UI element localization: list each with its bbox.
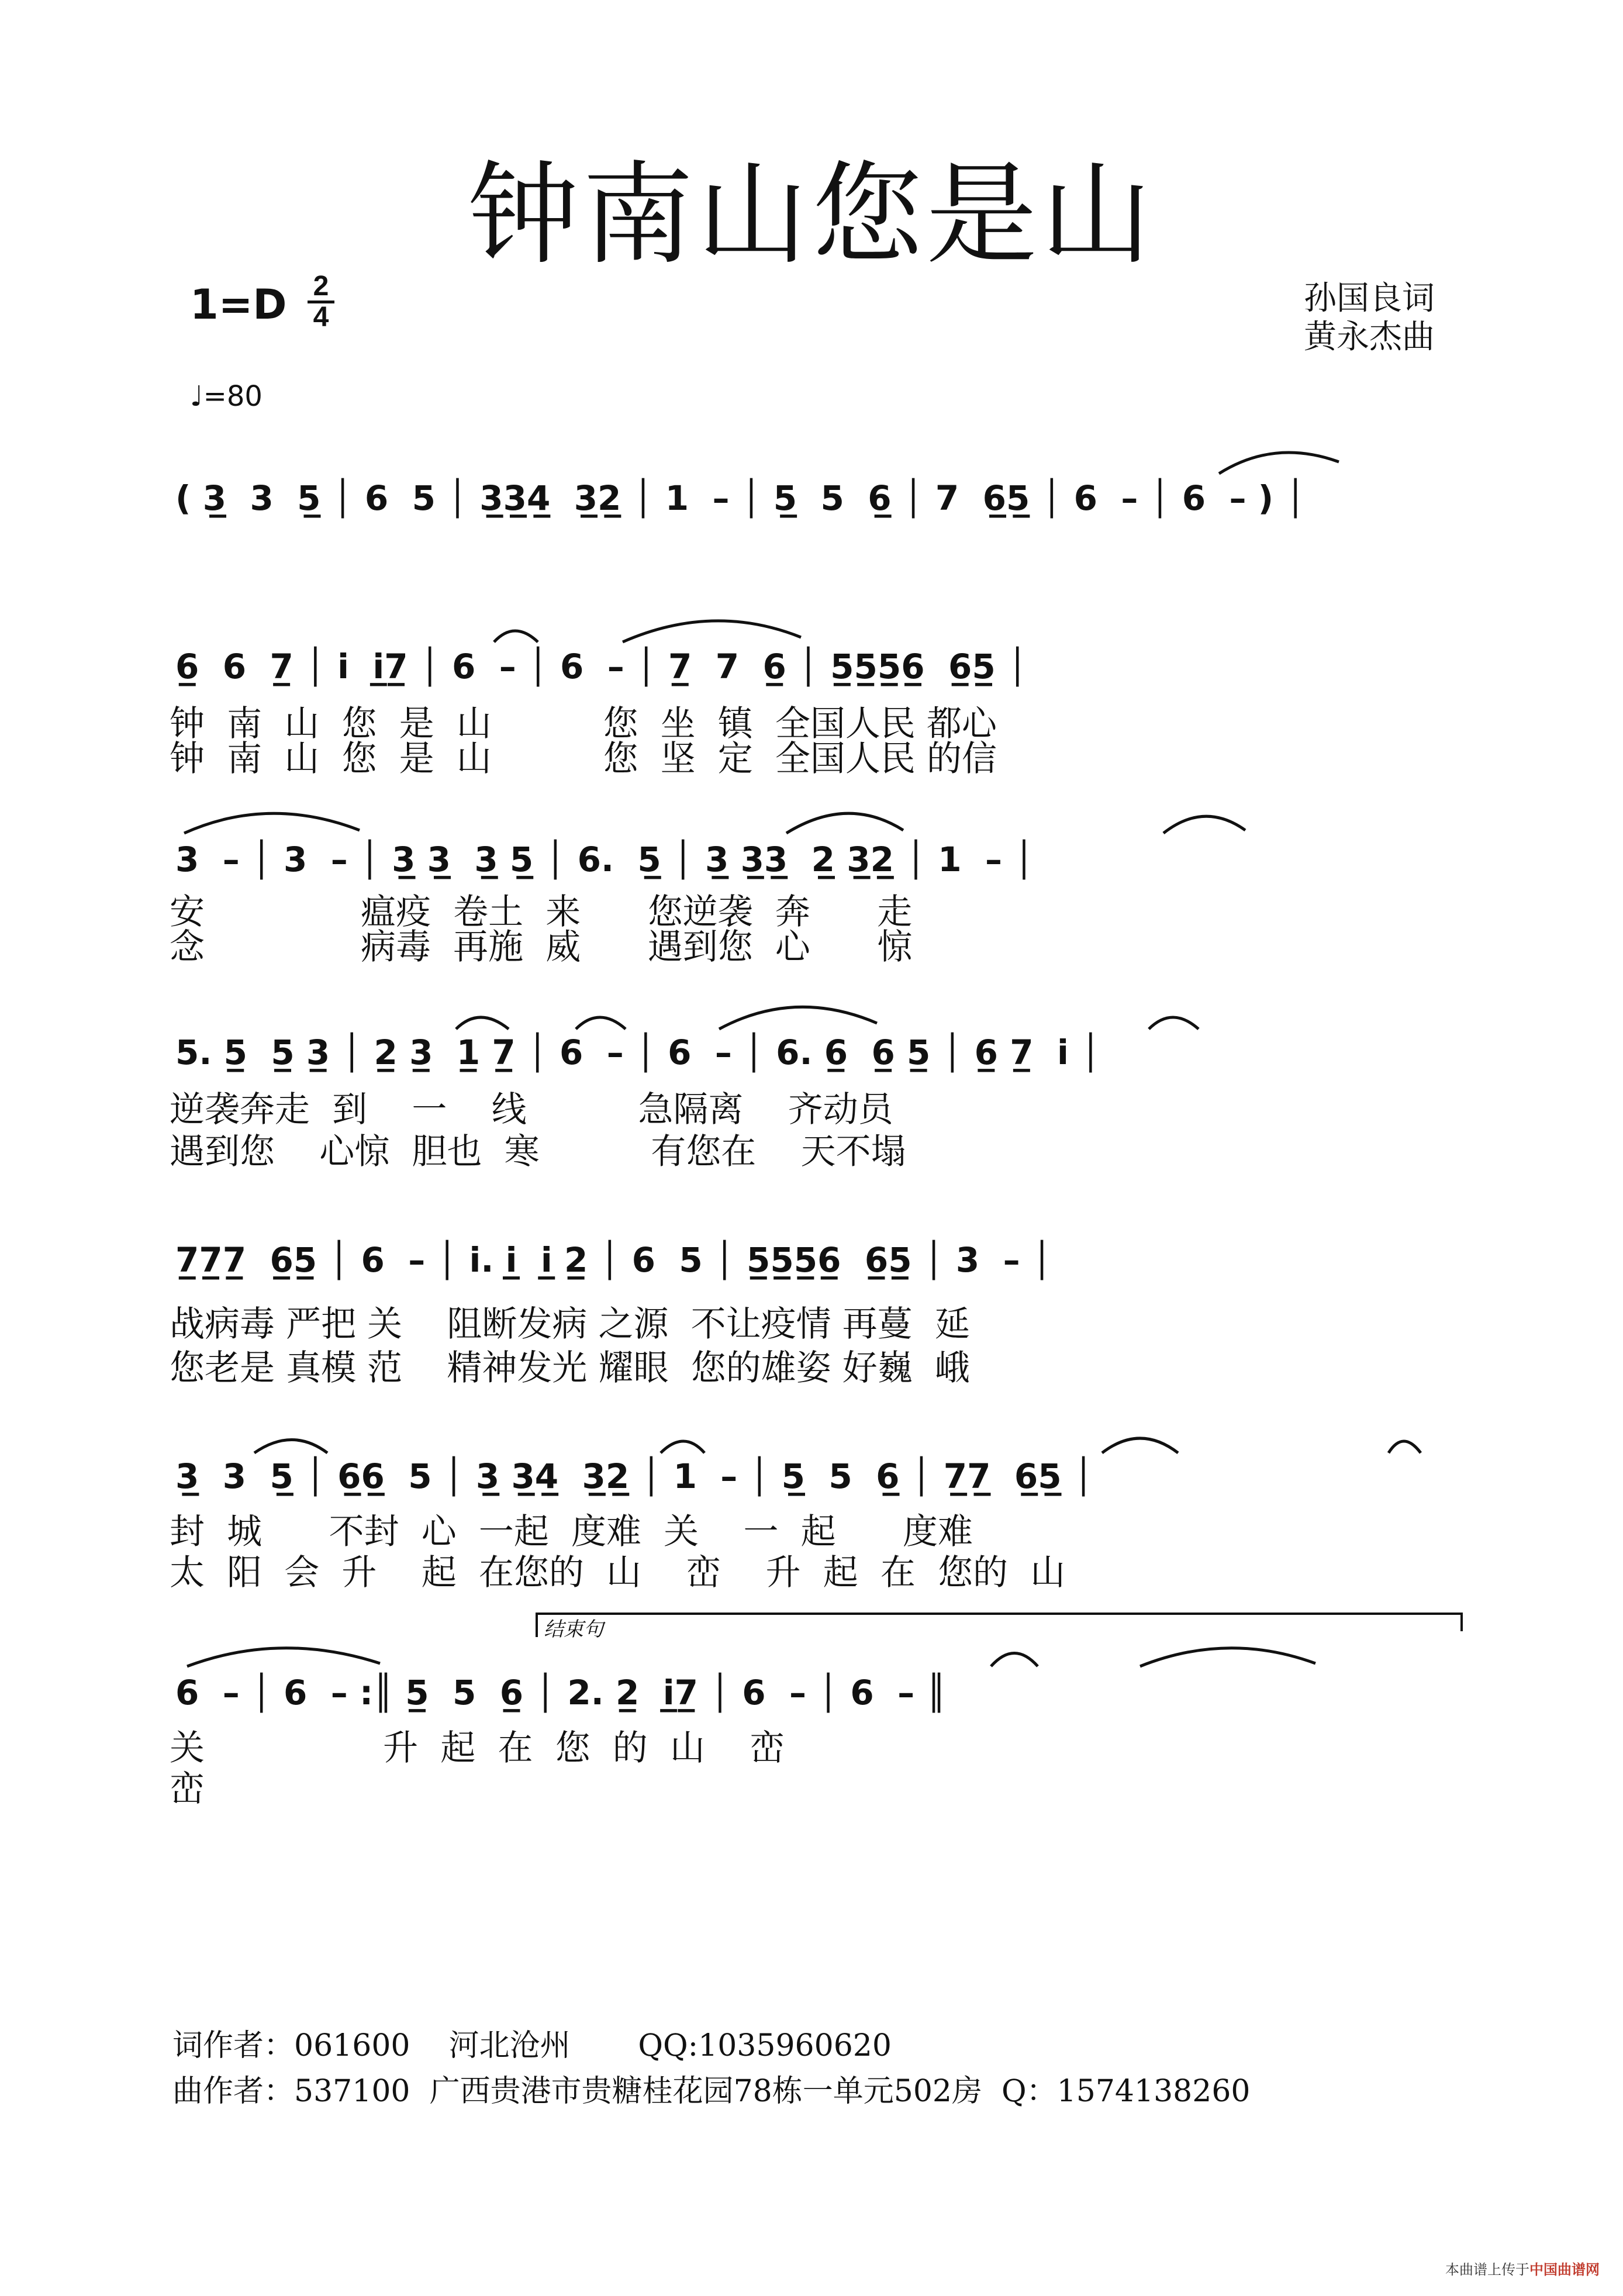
lyrics-row-4-verse-2: 您老是 真模 范 精神发光 耀眼 您的雄姿 好巍 峨 [170,1348,970,1389]
slur [1163,816,1245,833]
ending-label: 结束句 [544,1618,603,1641]
slur [719,1007,877,1029]
lyrics-row-1-verse-1: 钟 南 山 您 是 山 您 坐 镇 全国人民 都心 [170,703,997,744]
slur [1219,453,1339,474]
watermark-brand: 中国曲谱网 [1529,2262,1600,2278]
lyrics-row-6-verse-2: 峦 [170,1769,205,1810]
notation-row-4: 7̲7̲7̲ 6̲5̲ │ 6 – │ i. i̲ i̲ 2̲ │ 6 5 │ 5̲5̲5̲6̲ 6̲5̲ │ 3 – │ [175,1240,1052,1280]
notation-row-3: 5. 5̲ 5̲ 3̲ │ 2̲ 3̲ 1̲ 7̲ │ 6 – │ 6 – │ 6. 6̲ 6̲ 5̲ │ 6̲ 7̲ i │ [175,1033,1101,1072]
composer-credit: 黄永杰曲 [1304,318,1435,356]
lyrics-row-5-verse-1: 封 城 不封 心 一起 度难 关 一 起 度难 [170,1511,973,1552]
lyrics-row-6-verse-1: 关 升 起 在 您 的 山 峦 [170,1728,785,1769]
page-title: 钟南山您是山 [467,150,1155,279]
slur [1149,1017,1199,1029]
time-signature-top: 2 [313,271,329,302]
notation-row-0: ( 3̲ 3 5̲ │ 6 5 │ 3̲3̲4̲ 3̲2̲ │ 1 – │ 5̲ 5 6̲ │ 7 6̲5̲ │ 6 – │ 6 – ) │ [175,478,1306,518]
slur [786,813,903,833]
watermark-text: 本曲谱上传于 [1445,2262,1529,2278]
slur [623,621,801,642]
lyrics-row-3-verse-2: 遇到您 心惊 胆也 寒 有您在 天不塌 [170,1131,906,1172]
watermark [1445,2258,1600,2278]
key-signature: 1=D [190,281,287,329]
slur [661,1441,705,1453]
slur [991,1653,1038,1667]
ending-bracket [537,1614,1462,1637]
lyrics-row-5-verse-2: 太 阳 会 升 起 在您的 山 峦 升 起 在 您的 山 [170,1552,1066,1593]
lyrics-row-4-verse-1: 战病毒 严把 关 阻断发病 之源 不让疫情 再蔓 延 [170,1304,970,1345]
slur [187,1648,380,1666]
lyricist-credit: 孙国良词 [1304,279,1435,317]
notation-row-1: 6̲ 6 7̲ │ i i̲7̲ │ 6 – │ 6 – │ 7̲ 7 6̲ │ 5̲5̲5̲6̲ 6̲5̲ │ [175,647,1028,686]
notation-row-2: 3 – │ 3 – │ 3̲ 3̲ 3̲ 5̲ │ 6. 5̲ │ 3̲ 3̲3̲ 2̲ 3̲2̲ │ 1 – │ [175,840,1035,879]
footer-line-1: 词作者：061600 河北沧州 QQ:1035960620 [172,2028,892,2063]
slur [494,631,538,642]
slur [1140,1648,1315,1666]
lyrics-row-2-verse-1: 安 瘟疫 卷土 来 您逆袭 奔 走 [170,892,913,933]
slur [184,813,360,833]
time-signature-bottom: 4 [313,302,329,333]
slur [1389,1441,1421,1453]
slur [1102,1438,1178,1453]
slur [456,1017,509,1029]
notation-row-6: 6 – │ 6 – :║ 5̲ 5 6̲ │ 2. 2̲ i̲7̲ │ 6 – │ 6 – ║ [175,1673,947,1712]
slur [254,1440,327,1453]
lyrics-row-2-verse-2: 念 病毒 再施 威 遇到您 心 惊 [170,927,913,968]
lyrics-row-1-verse-2: 钟 南 山 您 是 山 您 坚 定 全国人民 的信 [170,738,997,779]
notation-row-5: 3̲ 3 5̲ │ 6̲6̲ 5 │ 3̲ 3̲4̲ 3̲2̲ │ 1 – │ 5̲ 5 6̲ │ 7̲7̲ 6̲5̲ │ [175,1456,1094,1496]
footer [172,2023,1251,2114]
tempo-marking: ♩=80 [190,380,263,413]
slur [576,1017,626,1029]
lyrics-row-3-verse-1: 逆袭奔走 到 一 线 急隔离 齐动员 [170,1089,893,1130]
footer-line-2: 曲作者：537100 广西贵港市贵糖桂花园78栋一单元502房 Q：1574138260 [172,2074,1251,2109]
